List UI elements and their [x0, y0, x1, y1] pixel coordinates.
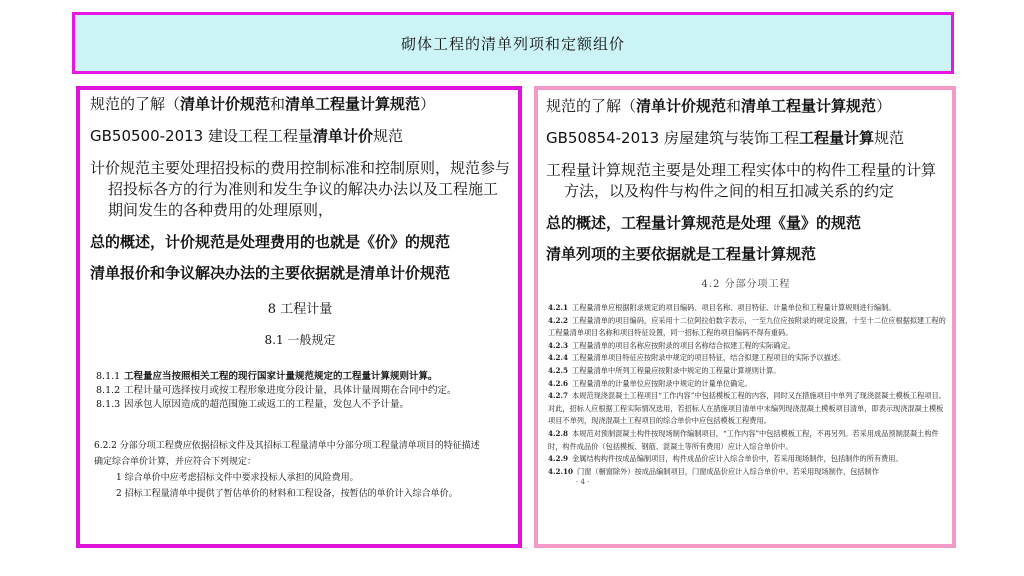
right-heading: 规范的了解（清单计价规范和清单工程量计算规范）	[546, 97, 892, 115]
left-code-line: GB50500-2013 建设工程工程量清单计价规范	[90, 127, 404, 145]
scan-clause: 8.1.1 工程量应当按照相关工程的现行国家计量规范规定的工程量计算规则计算。	[96, 371, 438, 382]
left-summary-1: 总的概述，计价规范是处理费用的也就是《价》的规范	[90, 233, 451, 251]
left-description: 计价规范主要处理招投标的费用控制标准和控制原则，规范参与招投标各方的行为准则和发生争议的解决办法以及工程施工期间发生的各种费用的处理原则，	[90, 159, 511, 219]
right-panel-quantity-spec	[534, 86, 956, 548]
left-panel-pricing-spec	[76, 86, 522, 548]
scan-clause: 4.2.1 工程量清单应根据附录规定的项目编码、项目名称、项目特征、计量单位和工程量计算规则进行编制。	[548, 303, 896, 312]
scan-list-item: 1 综合单价中应考虑招标文件中要求投标人承担的风险费用。	[116, 473, 359, 483]
scan-clause: 4.2.8 本规范对预制混凝土构件按现场制作编制项目，“工作内容”中包括模板工程，不再另列。若采用成品预制混凝土构件时，构件成品价（包括模板、钢筋、混凝土等所有费用）应计入综合单价中。	[548, 428, 939, 451]
scan-paragraph: 确定综合单价计算，并应符合下列规定：	[94, 457, 257, 467]
right-summary-1: 总的概述，工程量计算规范是处理《量》的规范	[546, 214, 862, 232]
scan-clause: 4.2.10 门窗（橱窗除外）按成品编制项目，门窗成品价应计入综合单价中。若采用现场制作，包括制作	[548, 466, 879, 476]
slide-title-text: 砌体工程的清单列项和定额组价	[400, 34, 625, 53]
scan-clause: 4.2.9 金属结构构件按成品编制项目，构件成品价应计入综合单价中，若采用现场制作，包括制作的所有费用。	[548, 454, 903, 464]
scan-chapter-heading: 8 工程计量	[267, 302, 333, 317]
left-summary-2: 清单报价和争议解决办法的主要依据就是清单计价规范	[90, 264, 451, 282]
right-description: 工程量计算规范主要是处理工程实体中的构件工程量的计算方法，以及构件与构件之间的相互扣减关系的约定	[546, 161, 937, 200]
scan-paragraph: 6.2.2 分部分项工程费应依据招标文件及其招标工程量清单中分部分项工程量清单项目的特征描述	[94, 441, 480, 451]
scan-clause: 4.2.6 工程量清单的计量单位应按附录中规定的计量单位确定。	[548, 378, 752, 388]
right-code-line: GB50854-2013 房屋建筑与装饰工程工程量计算规范	[546, 129, 905, 147]
scan-clause: 4.2.2 工程量清单的项目编码，应采用十二位阿拉伯数字表示，一至九位应按附录的规定设置，十至十二位应根据拟建工程的工程量清单项目名称和项目特征设置，同一招标工程的项目编码不得有重码。	[548, 315, 946, 338]
scan-section-heading: 8.1 一般规定	[264, 333, 336, 347]
slide-title	[72, 12, 954, 74]
scan-list-item: 2 招标工程量清单中提供了暂估单价的材料和工程设备，按暂估的单价计入综合单价。	[116, 489, 458, 499]
scan-clause: 8.1.2 工程计量可选择按月或按工程形象进度分段计量，具体计量周期在合同中约定。	[96, 385, 457, 396]
scan-page-number: · 4 ·	[576, 478, 590, 487]
right-scanned-excerpt	[546, 275, 946, 486]
left-scanned-excerpt	[90, 298, 510, 502]
scan-clause: 4.2.5 工程量清单中所列工程量应按附录中规定的工程量计算规则计算。	[548, 365, 781, 375]
left-heading: 规范的了解（清单计价规范和清单工程量计算规范）	[90, 95, 436, 113]
scan-clause: 8.1.3 因承包人原因造成的超范围施工或返工的工程量，发包人不予计量。	[96, 399, 410, 410]
scan-clause: 4.2.3 工程量清单的项目名称应按附录的项目名称结合拟建工程的实际确定。	[548, 340, 795, 350]
scan-clause: 4.2.7 本规范现浇混凝土工程项目“工作内容”中包括模板工程的内容，同时又在措施项目中单列了现浇混凝土模板工程项目。对此，招标人应根据工程实际情况选用，若招标人在措施项目清单中未编列现浇混凝土模板项目清单，即表示现浇混凝土模板项目不单列，现浇混凝土工程项目的综合单价中应包括模板工程费用。	[548, 391, 946, 426]
scan-section-heading: 4.2 分部分项工程	[701, 279, 791, 290]
right-summary-2: 清单列项的主要依据就是工程量计算规范	[546, 245, 817, 263]
scan-clause: 4.2.4 工程量清单项目特征应按附录中规定的项目特征，结合拟建工程项目的实际予以描述。	[548, 353, 846, 363]
